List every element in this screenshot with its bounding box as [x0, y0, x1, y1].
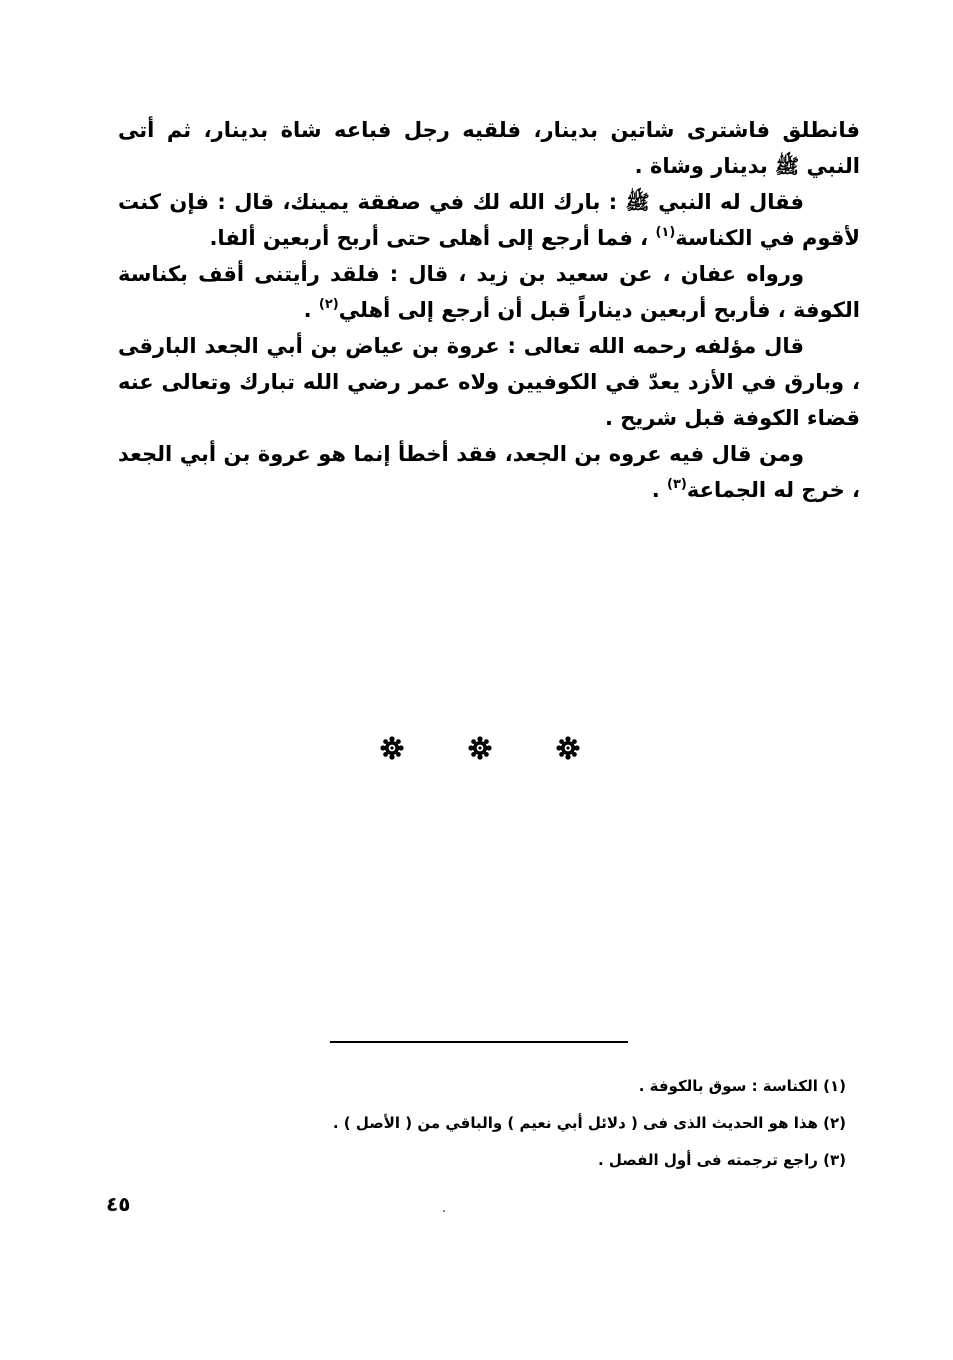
text-run: : بارك الله لك في صفقة يمينك، قال : فإن كنت لأقوم في الكناسة [118, 190, 860, 250]
text-run: ومن قال فيه عروه بن الجعد، فقد أخطأ إنما هو عروة بن أبي الجعد ، خرج له الجماعة [118, 442, 860, 502]
rosette-ornament-icon [380, 736, 404, 760]
footnote-separator [330, 1041, 628, 1043]
paragraph-3 [118, 256, 860, 328]
text-run: ، فما أرجع إلى أهلى حتى أربح أربعين ألفا. [209, 226, 656, 250]
footnote-3: (٣) راجع ترجمته فى أول الفصل . [597, 1151, 846, 1169]
paragraph-5 [118, 436, 860, 508]
footnote-ref-1[interactable]: (١) [655, 225, 676, 240]
text-run: ورواه عفان ، عن سعيد بن زيد ، قال : فلقد رأيتنى أقف بكناسة الكوفة ، فأربح أربعين ديناراً قبل أن أرجع إلى أهلي [118, 262, 860, 322]
text-run: . [651, 478, 668, 502]
footnote-ref-2[interactable]: (٢) [318, 297, 339, 312]
paragraph-4 [118, 328, 860, 436]
rosette-ornament-icon [556, 736, 580, 760]
footnotes [290, 1068, 846, 1179]
footnote-ref-3[interactable]: (٣) [667, 477, 687, 492]
text-run: قال مؤلفه رحمه الله تعالى : عروة بن عياض بن أبي الجعد البارقى ، وبارق في الأزد يعدّ في الكوفيين ولاه عمر رضي الله تبارك وتعالى عنه قضاء الكوفة قبل شريح . [118, 334, 860, 430]
main-text [118, 112, 860, 508]
rosette-ornament-icon [468, 736, 492, 760]
footnote-2: (٢) هذا هو الحديث الذى فى ( دلائل أبي نعيم ) والباقي من ( الأصل ) . [332, 1114, 846, 1132]
paragraph-2 [118, 184, 860, 256]
text-run: . [303, 298, 319, 322]
scan-speck [443, 1210, 445, 1212]
paragraph-1 [118, 112, 860, 184]
section-divider [380, 736, 580, 760]
text-run: بدينار وشاة . [634, 154, 776, 178]
footnote-1: (١) الكناسة : سوق بالكوفة . [638, 1077, 846, 1095]
salla-symbol: ﷺ [625, 190, 650, 214]
salla-symbol: ﷺ [775, 154, 800, 178]
page-number: ٤٥ [106, 1192, 131, 1216]
text-run: فقال له النبي [649, 190, 805, 214]
text-run: فانطلق فاشترى شاتين بدينار، فلقيه رجل فباعه شاة بدينار، ثم أتى النبي [118, 118, 860, 178]
